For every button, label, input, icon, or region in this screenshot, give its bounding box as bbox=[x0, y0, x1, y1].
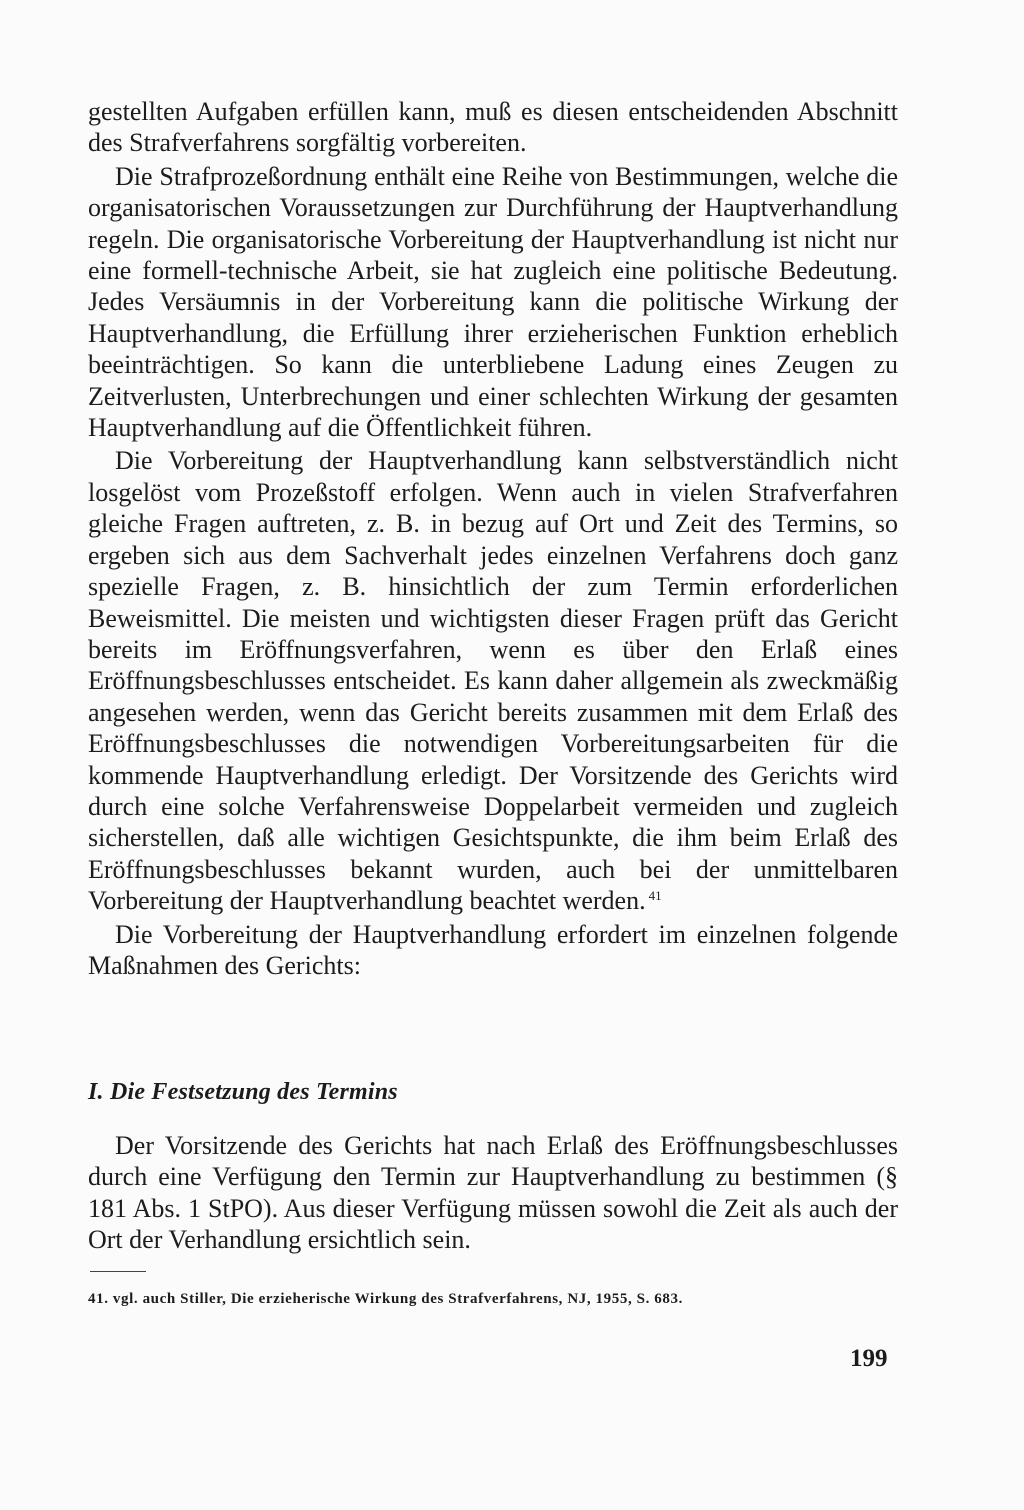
paragraph-termin: Der Vorsitzende des Gerichts hat nach Erlaß des Eröffnungsbeschlusses durch eine Verfügung den Termin zur Hauptverhandlung zu bestimmen (§ 181 Abs. 1 StPO). Aus dieser Verfügung müssen sowohl die Zeit als auch der Ort der Verhandlung ersichtlich sein. bbox=[88, 1131, 898, 1255]
paragraph-preparation bbox=[88, 445, 898, 916]
paragraph-measures: Die Vorbereitung der Hauptverhandlung erfordert im einzelnen folgende Maßnahmen des Gerichts: bbox=[88, 919, 898, 980]
section-body bbox=[88, 1128, 898, 1256]
paragraph-preparation-text: Die Vorbereitung der Hauptverhandlung kann selbstverständlich nicht losgelöst vom Prozeßstoff erfolgen. Wenn auch in vielen Strafverfahren gleiche Fragen auftreten, z. B. in bezug auf Ort und Zeit des Termins, so ergeben sich aus dem Sachverhalt jedes einzelnen Verfahrens doch ganz spezielle Fragen, z. B. hinsichtlich der zum Termin erforderlichen Beweismittel. Die meisten und wichtigsten dieser Fragen prüft das Gericht bereits im Eröffnungsverfahren, wenn es über den Erlaß eines Eröffnungsbeschlusses entscheidet. Es kann daher allgemein als zweckmäßig angesehen werden, wenn das Gericht bereits zusammen mit dem Erlaß des Eröffnungsbeschlusses die notwendigen Vorbereitungsarbeiten für die kommende Hauptverhandlung erledigt. Der Vorsitzende des Gerichts wird durch eine solche Verfahrensweise Doppelarbeit vermeiden und zugleich sicherstellen, daß alle wichtigen Gesichtspunkte, die ihm beim Erlaß des Eröffnungsbeschlusses bekannt wurden, auch bei der unmittelbaren Vorbereitung der Hauptverhandlung beachtet werden. bbox=[88, 446, 898, 916]
paragraph-organisation: Die Strafprozeßordnung enthält eine Reihe von Bestimmungen, welche die organisatorischen Voraussetzungen zur Durchführung der Hauptverhandlung regeln. Die organisatorische Vorbereitung der Hauptverhandlung ist nicht nur eine formell-technische Arbeit, sie hat zugleich eine politische Bedeutung. Jedes Versäumnis in der Vorbereitung kann die politische Wirkung der Hauptverhandlung, die Erfüllung ihrer erzieherischen Funktion erheblich beeinträchtigen. So kann die unterbliebene Ladung eines Zeugen zu Zeitverlusten, Unterbrechungen und einer schlechten Wirkung der gesamten Hauptverhandlung auf die Öffentlichkeit führen. bbox=[88, 161, 898, 443]
footnote-divider bbox=[90, 1271, 146, 1272]
footnote-reference: 41 bbox=[648, 887, 662, 903]
paragraph-continuation: gestellten Aufgaben erfüllen kann, muß es diesen entscheidenden Abschnitt des Strafverfahrens sorgfältig vorbereiten. bbox=[88, 97, 898, 158]
body-text bbox=[88, 96, 898, 981]
page-number: 199 bbox=[850, 1345, 888, 1372]
footnote-text: 41. vgl. auch Stiller, Die erzieherische Wirkung des Strafverfahrens, NJ, 1955, S. 683. bbox=[88, 1291, 683, 1307]
section-heading: I. Die Festsetzung des Termins bbox=[88, 1079, 398, 1105]
